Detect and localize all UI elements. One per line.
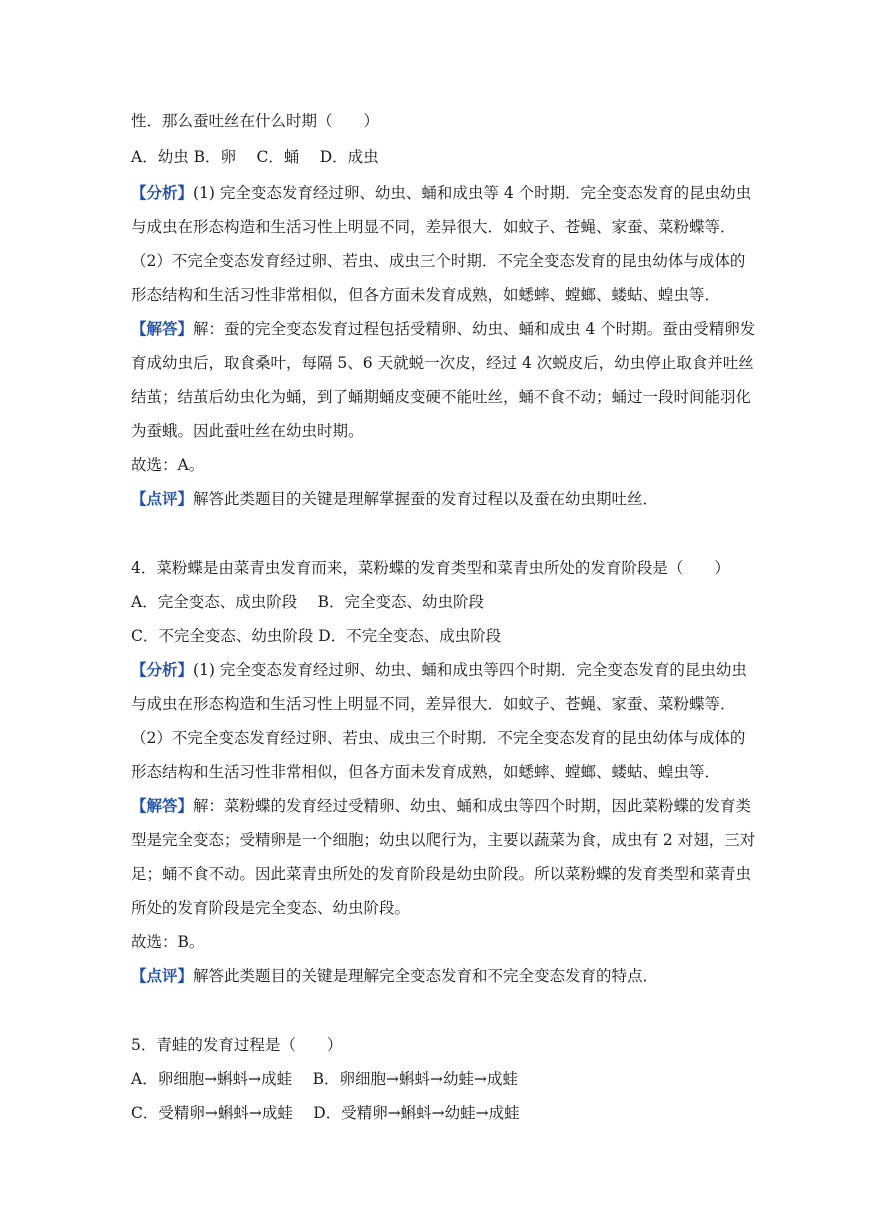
q3-comment: 【点评】解答此类题目的关键是理解掌握蚕的发育过程以及蚕在幼虫期吐丝． (131, 489, 659, 508)
answer-tag: 【解答】 (131, 319, 194, 338)
q4-analysis-line-4: 形态结构和生活习性非常相似，但各方面未发育成熟，如蟋蟀、螳螂、蝼蛄、蝗虫等． (131, 763, 721, 781)
comment-tag: 【点评】 (131, 966, 194, 985)
q4-analysis-line-2: 与成虫在形态构造和生活习性上明显不同，差异很大．如蚊子、苍蝇、家蚕、菜粉蝶等． (131, 695, 736, 713)
q4-comment: 【点评】解答此类题目的关键是理解完全变态发育和不完全变态发育的特点． (131, 966, 659, 985)
q3-stem: 性．那么蚕吐丝在什么时期（ ） (131, 112, 380, 130)
q3-answer-line-4: 为蚕蛾。因此蚕吐丝在幼虫时期。 (131, 422, 364, 440)
q4-choice: 故选：B。 (131, 933, 205, 951)
q4-analysis-line-3: （2）不完全变态发育经过卵、若虫、成虫三个时期．不完全变态发育的昆虫幼体与成体的 (131, 729, 746, 747)
q3-analysis-line-2: 与成虫在形态构造和生活习性上明显不同，差异很大．如蚊子、苍蝇、家蚕、菜粉蝶等． (131, 218, 736, 236)
q4-analysis-line-1: 【分析】(1) 完全变态发育经过卵、幼虫、蛹和成虫等四个时期．完全变态发育的昆虫幼虫 (131, 660, 747, 679)
q3-answer-line-3: 结茧；结茧后幼虫化为蛹，到了蛹期蛹皮变硬不能吐丝，蛹不食不动；蛹过一段时间能羽化 (131, 388, 752, 406)
q3-answer-line-2: 育成幼虫后，取食桑叶，每隔 5、6 天就蜕一次皮，经过 4 次蜕皮后，幼虫停止取食并吐丝 (131, 354, 754, 372)
q4-stem: 4．菜粉蝶是由菜青虫发育而来，菜粉蝶的发育类型和菜青虫所处的发育阶段是（ ） (131, 559, 730, 577)
q4-answer-line-1: 【解答】解：菜粉蝶的发育经过受精卵、幼虫、蛹和成虫等四个时期，因此菜粉蝶的发育类 (131, 796, 752, 815)
q3-analysis-line-4: 形态结构和生活习性非常相似，但各方面未发育成熟，如蟋蟀、螳螂、蝼蛄、蝗虫等． (131, 286, 721, 304)
comment-tag: 【点评】 (131, 489, 194, 508)
answer-tag: 【解答】 (131, 796, 194, 815)
q5-options-line-1: A．卵细胞→蝌蚪→成蛙 B．卵细胞→蝌蚪→幼蛙→成蛙 (131, 1070, 518, 1088)
analysis-tag: 【分析】 (131, 660, 194, 679)
q3-answer-line-1: 【解答】解：蚕的完全变态发育过程包括受精卵、幼虫、蛹和成虫 4 个时期。蚕由受精卵发 (131, 319, 756, 338)
q3-analysis-line-1: 【分析】(1) 完全变态发育经过卵、幼虫、蛹和成虫等 4 个时期．完全变态发育的昆虫幼虫 (131, 183, 752, 202)
q4-answer-line-4: 所处的发育阶段是完全变态、幼虫阶段。 (131, 899, 411, 917)
q5-options-line-2: C．受精卵→蝌蚪→成蛙 D．受精卵→蝌蚪→幼蛙→成蛙 (131, 1104, 520, 1122)
analysis-tag: 【分析】 (131, 183, 194, 202)
q3-choice: 故选：A。 (131, 456, 205, 474)
q3-options: A．幼虫 B．卵 C．蛹 D．成虫 (131, 148, 379, 166)
q5-stem: 5．青蛙的发育过程是（ ） (131, 1036, 343, 1054)
q4-answer-line-3: 足；蛹不食不动。因此菜青虫所处的发育阶段是幼虫阶段。所以菜粉蝶的发育类型和菜青虫 (131, 865, 752, 883)
q3-analysis-line-3: （2）不完全变态发育经过卵、若虫、成虫三个时期．不完全变态发育的昆虫幼体与成体的 (131, 252, 746, 270)
q4-options-line-1: A．完全变态、成虫阶段 B．完全变态、幼虫阶段 (131, 593, 485, 611)
q4-options-line-2: C．不完全变态、幼虫阶段 D．不完全变态、成虫阶段 (131, 627, 502, 645)
q4-answer-line-2: 型是完全变态；受精卵是一个细胞；幼虫以爬行为，主要以蔬菜为食，成虫有 2 对翅，三对 (131, 831, 756, 849)
